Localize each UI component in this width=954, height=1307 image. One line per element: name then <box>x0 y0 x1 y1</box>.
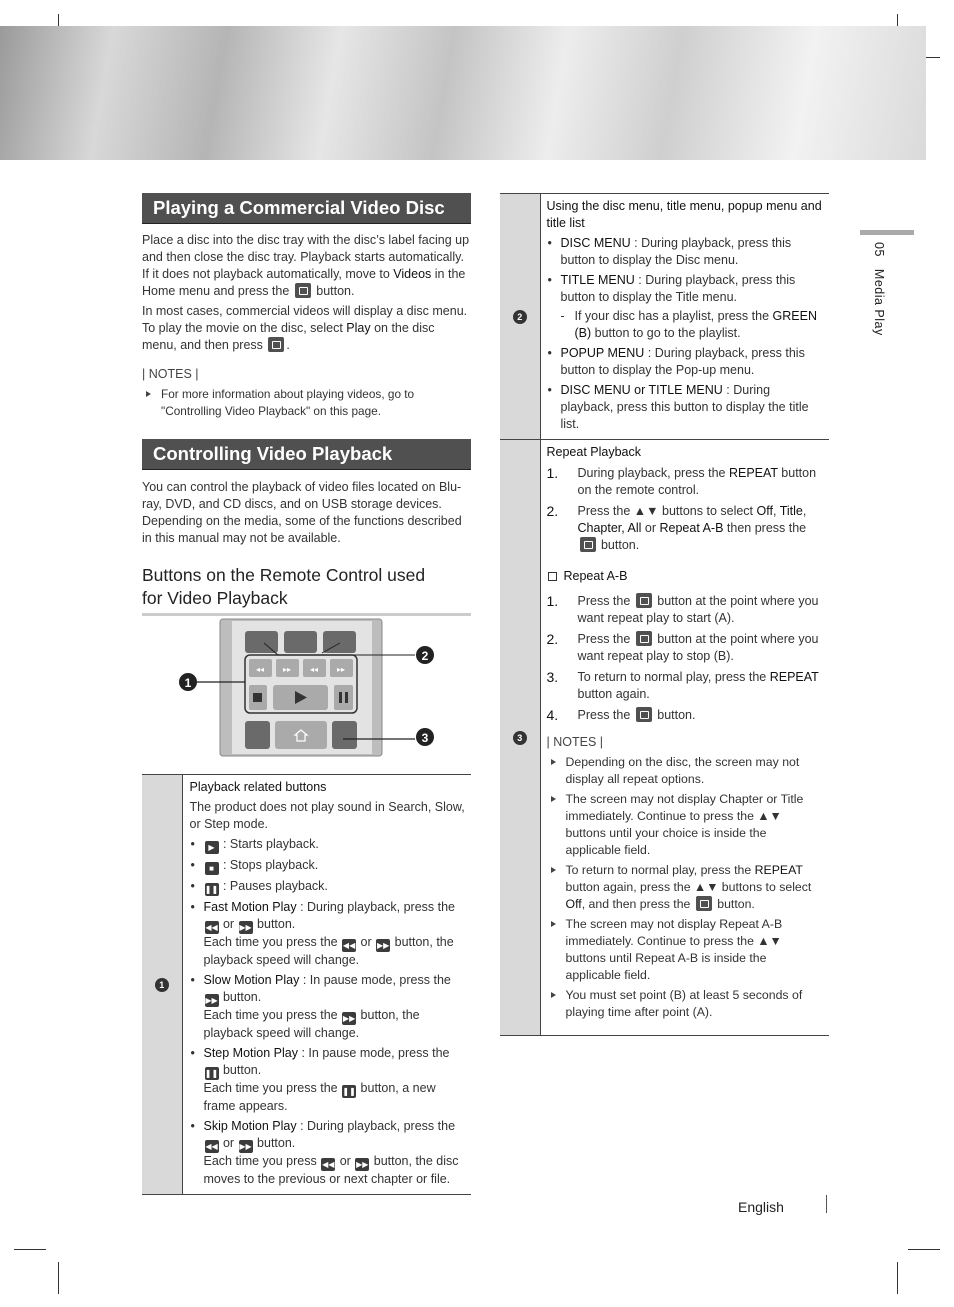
table-cell: Repeat Playback 1. During playback, press the REPEAT button on the remote control. 2. Press the ▲▼ buttons to select Off, Title, Chapter, All or Repeat A-B then press the button. Repeat A-B 1. Press the button at the point where you want repeat play to start (A). 2. Press the button at the point where you want repeat play to stop (B). 3. To return to normal play, press the REPEAT button again. 4. Press the button. | NOTES | Depending on the disc, the screen may not display all repeat options. The screen may not display Chapter or Title immediately. Continue to press the ▲▼ buttons until your choice is inside the applicable field. To return to normal play, press the REPEAT button again, press the ▲▼ buttons to select Off, and then press the button. The screen may not display Repeat A-B immediately. Continue to press the ▲▼ buttons until Repeat A-B is inside the applicable field. You must set point (B) at least 5 seconds of playing time after point (A). <box>540 440 829 1036</box>
callout-1: 1 <box>184 676 192 690</box>
crop-mark <box>14 1249 46 1250</box>
crop-mark <box>58 1262 59 1294</box>
table-playback <box>142 774 471 1195</box>
crop-mark <box>908 1249 940 1250</box>
paragraph: In most cases, commercial videos will display a disc menu. To play the movie on the disc, select Play on the disc menu, and then press . <box>142 304 468 352</box>
notes-heading: | NOTES | <box>142 367 199 381</box>
cell-text: The product does not play sound in Search, Slow, or Step mode. <box>189 800 465 831</box>
row-number: 1 <box>155 978 169 992</box>
row-number: 3 <box>513 731 527 745</box>
enter-icon <box>295 283 311 298</box>
skip-back-icon: ◀◀ <box>322 1160 335 1169</box>
subheading: Repeat A-B <box>547 568 824 585</box>
row-number-cell <box>142 775 182 1195</box>
cell-header: Using the disc menu, title menu, popup menu and title list <box>546 199 822 230</box>
cell-header: Repeat Playback <box>546 445 642 459</box>
fast-forward-icon: ▶▶ <box>205 996 218 1005</box>
table-cell: Using the disc menu, title menu, popup menu and title list • DISC MENU : During playback, press this button to display the Disc menu. • TITLE MENU : During playback, press this button to display the Title menu. - If your disc has a playlist, press the GREEN (B) button to go to the playlist. • POPUP MENU : During playback, press this button to display the Pop-up menu. • DISC MENU or TITLE MENU : During playback, press this button to display the title list. <box>540 194 829 440</box>
row-number-cell <box>500 194 540 440</box>
svg-text:▸▸: ▸▸ <box>282 665 292 674</box>
enter-icon <box>636 593 652 608</box>
note-item: The screen may not display Chapter or Title immediately. Continue to press the ▲▼ buttons until your choice is inside the applicable field. <box>547 791 824 859</box>
remote-illustration <box>170 615 440 760</box>
section-title: Controlling Video Playback <box>142 439 471 470</box>
skip-forward-icon: ▶▶ <box>356 1160 369 1169</box>
header-banner <box>0 26 926 160</box>
footer-divider <box>826 1195 827 1213</box>
notes-heading: | NOTES | <box>546 735 604 749</box>
note-item: Depending on the disc, the screen may not display all repeat options. <box>547 754 824 788</box>
table-cell: Playback related buttons The product does not play sound in Search, Slow, or Step mode. • ▶ : Starts playback. • ■ : Stops playback. • ❚❚ : Pauses playback. • Fast Motion Play : During playback, press the ◀◀ or ▶▶ button. Each time you press the ◀◀ or ▶▶ button, the playback speed will change. • Slow Motion Play : In pause mode, press the ▶▶ button. Each time you press the ▶▶ button, the playback speed will change. • Step Motion Play : In pause mode, press the ❚❚ button. Each time you press the ❚❚ button, a new frame appears. • Skip Motion Play : During playback, press the ◀◀ or ▶▶ button. Each time you press ◀◀ or ▶▶ button, the disc moves to the previous or next chapter or file. <box>182 775 471 1195</box>
note-item: To return to normal play, press the REPEAT button again, press the ▲▼ buttons to select Off, and then press the button. <box>547 862 824 913</box>
table-menus-repeat <box>500 193 829 1036</box>
fast-forward-icon: ▶▶ <box>239 923 252 932</box>
svg-text:◂◂: ◂◂ <box>255 665 265 674</box>
row-number: 2 <box>513 310 527 324</box>
stop-icon: ■ <box>205 862 219 875</box>
row-number-cell <box>500 440 540 1036</box>
paragraph: You can control the playback of video files located on Blu-ray, DVD, and CD discs, and on USB storage devices. Depending on the media, some of the functions described in this manual may not be available. <box>142 480 462 545</box>
svg-text:▸▸: ▸▸ <box>336 665 346 674</box>
enter-icon <box>696 896 712 911</box>
crop-mark <box>897 1262 898 1294</box>
pause-icon: ❚❚ <box>204 885 219 894</box>
rewind-icon: ◀◀ <box>342 941 356 950</box>
chapter-label: 05Media Play <box>872 242 886 336</box>
callout-3: 3 <box>421 731 429 745</box>
pause-icon: ❚❚ <box>342 1087 356 1096</box>
svg-text:◂◂: ◂◂ <box>309 665 319 674</box>
subsection-title: Buttons on the Remote Control used for Video Playback <box>142 564 471 616</box>
callout-2: 2 <box>421 649 429 663</box>
note-item: The screen may not display Repeat A-B immediately. Continue to press the ▲▼ buttons until Repeat A-B is inside the applicable field. <box>547 916 824 984</box>
enter-icon <box>268 337 284 352</box>
left-column <box>142 193 471 616</box>
footer-language: English <box>738 1199 784 1215</box>
pause-icon: ❚❚ <box>204 1069 219 1078</box>
fast-forward-icon: ▶▶ <box>376 941 390 950</box>
cell-header: Playback related buttons <box>189 780 327 794</box>
note-item: You must set point (B) at least 5 seconds of playing time after point (A). <box>547 987 824 1021</box>
enter-icon <box>580 537 596 552</box>
chapter-tab-bar <box>860 230 914 235</box>
section-title: Playing a Commercial Video Disc <box>142 193 471 224</box>
enter-icon <box>636 631 652 646</box>
play-icon: ▶ <box>205 841 219 854</box>
rewind-icon: ◀◀ <box>205 923 218 932</box>
enter-icon <box>636 707 652 722</box>
skip-forward-icon: ▶▶ <box>239 1142 252 1151</box>
fast-forward-icon: ▶▶ <box>342 1014 356 1023</box>
note-item: For more information about playing videos, go to "Controlling Video Playback" on this page. <box>142 386 471 420</box>
skip-back-icon: ◀◀ <box>205 1142 218 1151</box>
paragraph: Place a disc into the disc tray with the disc’s label facing up and then close the disc tray. Playback starts automatically. If it does not playback automatically, move to Videos in the Home menu and press the button. <box>142 233 470 298</box>
